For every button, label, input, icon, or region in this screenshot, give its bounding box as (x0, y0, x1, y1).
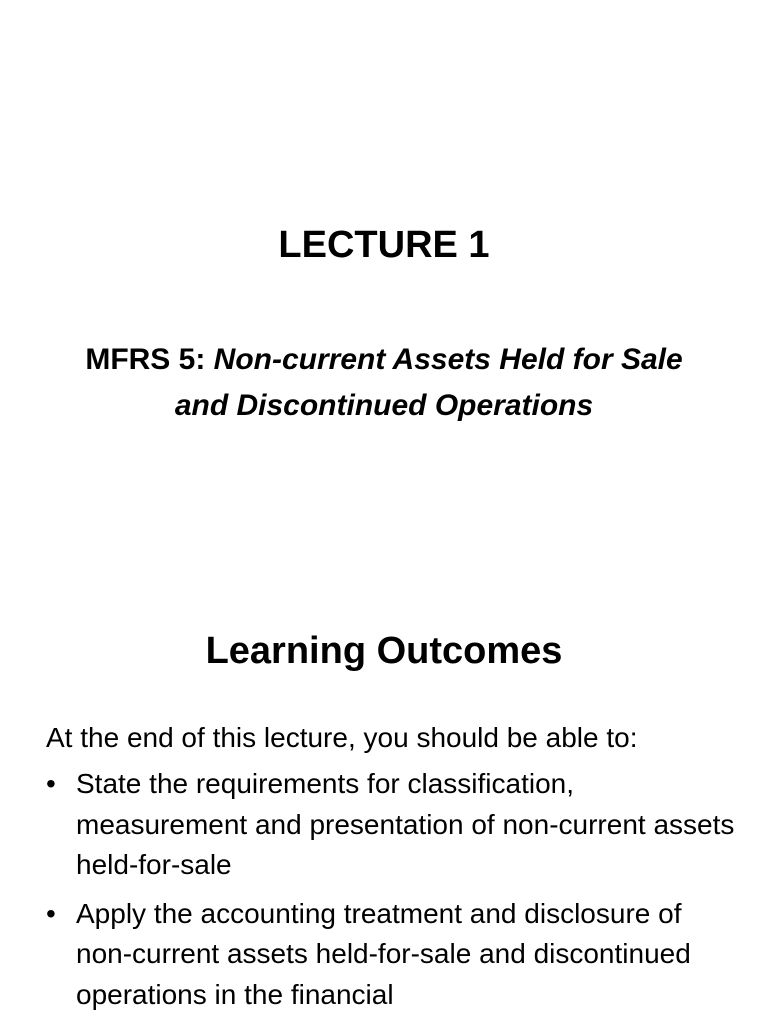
outcomes-list (46, 764, 736, 1023)
outcome-item (46, 764, 736, 886)
subtitle-standard: MFRS 5: (85, 343, 214, 376)
subtitle-topic: Non-current Assets Held for Sale and Discontinued Operations (174, 343, 683, 422)
outcomes-intro: At the end of this lecture, you should be able to: (46, 722, 638, 753)
bullet-icon: • (46, 768, 56, 799)
learning-outcomes-heading: Learning Outcomes (205, 630, 563, 672)
lecture-title: LECTURE 1 (278, 224, 490, 266)
lecture-subtitle (84, 337, 684, 429)
bullet-icon: • (46, 897, 56, 929)
outcome-item (46, 894, 736, 1016)
outcome-text: Apply the accounting treatment and disclosure of non-current assets held-for-sale and discontinued operations in the financial (76, 897, 691, 1010)
outcome-text: State the requirements for classification, measurement and presentation of non-current assets held-for-sale (76, 768, 735, 880)
